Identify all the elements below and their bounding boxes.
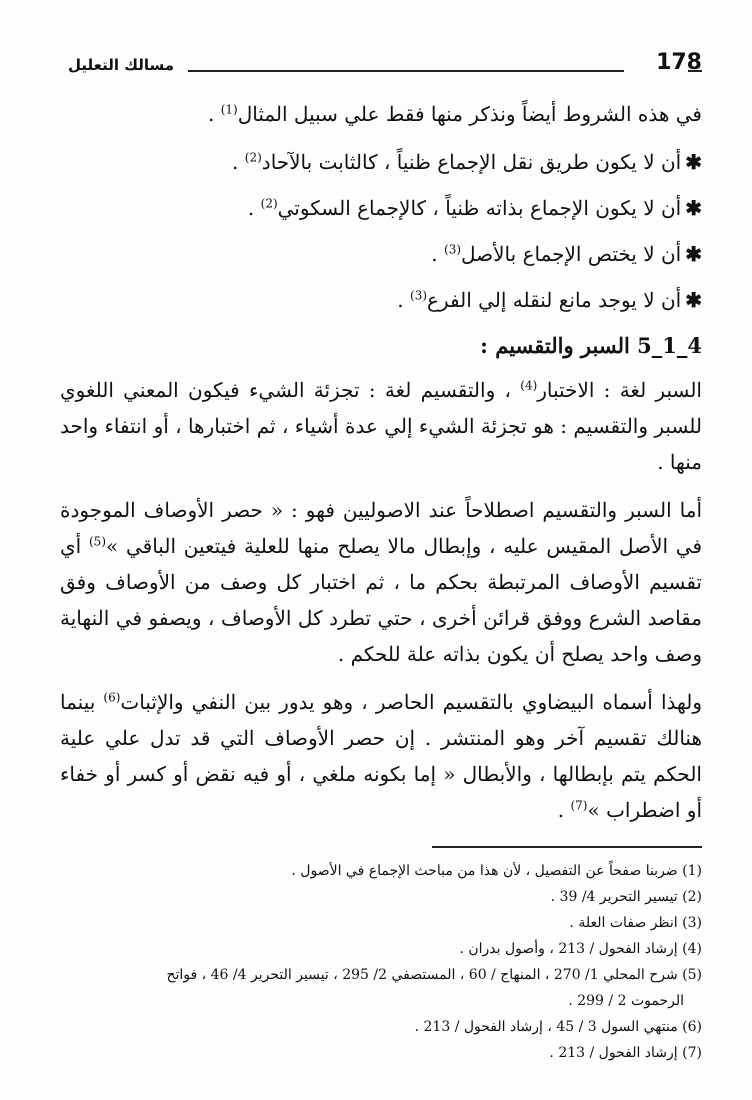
footnote-ref[interactable]: (4)	[520, 378, 538, 393]
section-number: 4_1_5	[637, 333, 702, 358]
paragraph-baydawi: ولهذا أسماه البيضاوي بالتقسيم الحاصر ، وهو يدور بين النفي والإثبات$^{(6)}$ بينما هنالك تقسيم آخر وهو المنتشر . إن حصر الأوصاف التي قد تدل علي علية الحكم يتم بإبطالها ، والأبطال « إما بكونه ملغي ، أو فيه نقض أو كسر أو خفاء أو اضطراب »$^{(7)}$ .	[60, 690, 702, 822]
bullet-item: ✱أن لا يكون الإجماع بذاته ظنياً ، كالإجماع السكوتي$^{(2)}$ .	[247, 196, 702, 220]
bullet-item: ✱أن لا يكون طريق نقل الإجماع ظنياً ، كالثابت بالآحاد$^{(2)}$ .	[232, 150, 702, 174]
asterisk-icon: ✱	[685, 288, 702, 312]
footnote-ref[interactable]: (2)	[244, 150, 262, 165]
asterisk-icon: ✱	[685, 150, 702, 174]
footnote-ref[interactable]: (2)	[260, 196, 278, 211]
footnote-item: (3) انظر صفات العلة .	[569, 915, 702, 931]
bullet-item: ✱أن لا يوجد مانع لنقله إلي الفرع$^{(3)}$ .	[397, 288, 702, 312]
footnote-item: (4) إرشاد الفحول / 213 ، وأصول بدران .	[459, 941, 702, 957]
page	[60, 50, 702, 1066]
section-heading	[60, 328, 702, 364]
header-rule	[188, 70, 624, 72]
footnote-item: (7) إرشاد الفحول / 213 .	[549, 1045, 702, 1061]
paragraph-istilah: أما السبر والتقسيم اصطلاحاً عند الاصوليين فهو : « حصر الأوصاف الموجودة في الأصل المقيس عليه ، وإبطال مالا يصلح منها للعلية فيتعين الباقي »$^{(5)}$ أي تقسيم الأوصاف المرتبطة بحكم ما ، ثم اختبار كل وصف من الأوصاف وفق مقاصد الشرع ووفق قرائن أخرى ، حتي تطرد كل الأوصاف ، ويصفو في النهاية وصف واحد يصلح أن يكون بذاته علة للحكم .	[60, 498, 703, 666]
asterisk-icon: ✱	[685, 242, 702, 266]
footnotes	[60, 858, 702, 1066]
section-title: السبر والتقسيم :	[480, 333, 630, 358]
footnote-item: (5) شرح المحلي 1/ 270 ، المنهاج / 60 ، المستصفي 2/ 295 ، تيسير التحرير 4/ 46 ، فواتح	[166, 967, 702, 983]
footnote-ref[interactable]: (6)	[103, 690, 121, 705]
footnote-item: (2) تيسير التحرير 4/ 39 .	[550, 889, 702, 905]
bullet-item: ✱أن لا يختص الإجماع بالأصل$^{(3)}$ .	[431, 242, 702, 266]
intro-paragraph: في هذه الشروط أيضاً ونذكر منها فقط علي سبيل المثال$^{(1)}$ .	[207, 102, 702, 126]
asterisk-icon: ✱	[685, 196, 702, 220]
running-title: مسالك التعليل	[68, 56, 175, 74]
page-number: 178	[656, 50, 702, 75]
footnote-ref[interactable]: (3)	[444, 242, 462, 257]
footnote-item-continuation: الرحموت 2 / 299 .	[568, 993, 684, 1009]
footnote-separator	[432, 846, 702, 848]
footnote-ref[interactable]: (5)	[88, 534, 106, 549]
footnote-item: (6) منتهي السول 3 / 45 ، إرشاد الفحول / 213 .	[414, 1019, 702, 1035]
footnote-ref[interactable]: (1)	[220, 102, 238, 117]
footnote-ref[interactable]: (3)	[410, 288, 428, 303]
paragraph-sabr-definition: السبر لغة : الاختبار$^{(4)}$ ، والتقسيم لغة : تجزئة الشيء فيكون المعني اللغوي للسبر والتقسيم : هو تجزئة الشيء إلي عدة أشياء ، ثم اختبارها ، أو انتفاء واحد منها .	[60, 378, 702, 474]
page-header	[60, 50, 702, 86]
footnote-item: (1) ضربنا صفحاً عن التفصيل ، لأن هذا من مباحث الإجماع في الأصول .	[291, 863, 702, 879]
body-text	[60, 96, 702, 828]
footnote-ref[interactable]: (7)	[570, 798, 588, 813]
